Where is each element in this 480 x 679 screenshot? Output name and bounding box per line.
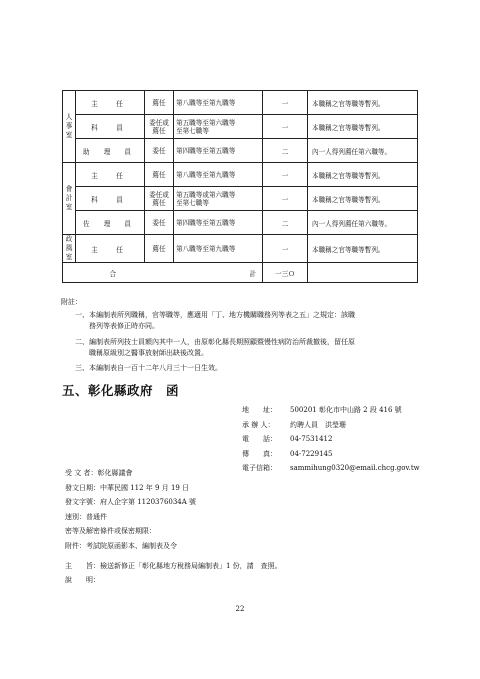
count-cell: 二 bbox=[263, 139, 308, 163]
note-cell: 本職稱之官等職等暫列。 bbox=[308, 91, 418, 115]
contact-row bbox=[242, 461, 420, 476]
metadata-line: 密等及解密條件或保密期限： bbox=[65, 527, 156, 536]
count-cell: 一 bbox=[263, 163, 308, 187]
count-cell: 一 bbox=[263, 115, 308, 139]
note-cell: 本職稱之官等職等暫列。 bbox=[308, 187, 418, 211]
grade-cell: 第八職等至第九職等 bbox=[174, 235, 263, 263]
contact-value: 約聘人員 洪瑩珊 bbox=[290, 420, 346, 429]
metadata-line: 發文字號：府人企字第 1120376034A 號 bbox=[65, 498, 197, 507]
grade-cell: 第八職等至第九職等 bbox=[174, 91, 263, 115]
contact-row bbox=[242, 403, 420, 418]
contact-value: 500201 彰化市中山路 2 段 416 號 bbox=[290, 406, 402, 414]
grade-cell: 第八職等至第九職等 bbox=[174, 163, 263, 187]
total-label-2: 計 bbox=[249, 269, 256, 278]
grade-cell: 第四職等至第五職等 bbox=[174, 211, 263, 235]
department-cell: 政 風 室 bbox=[63, 235, 76, 263]
table-row bbox=[63, 139, 418, 163]
total-note-cell bbox=[308, 263, 418, 283]
note-line: 二、編制表所列技士員額內其中一人，由原彰化縣長期照顧暨慢性病防治所裁撤後，留任原 bbox=[75, 338, 355, 346]
note-cell: 本職稱之官等職等暫列。 bbox=[308, 115, 418, 139]
contact-row bbox=[242, 418, 420, 433]
contact-label: 傳 真： bbox=[242, 449, 277, 458]
contact-value: 04-7229145 bbox=[290, 449, 333, 458]
count-cell: 一 bbox=[263, 91, 308, 115]
note-line: 職稱原級別之醫事放射師出缺後改置。 bbox=[75, 349, 208, 357]
appointment-cell: 委任或 薦任 bbox=[145, 187, 174, 211]
appointment-cell: 委任或 薦任 bbox=[145, 115, 174, 139]
appointment-cell: 委任 bbox=[145, 211, 174, 235]
explanation-line: 說 明： bbox=[65, 576, 100, 584]
page-number: 22 bbox=[235, 605, 245, 613]
department-cell: 會 計 室 bbox=[63, 163, 76, 235]
department-cell: 人 事 室 bbox=[63, 91, 76, 163]
total-label-cell bbox=[63, 263, 263, 283]
note-cell: 內一人得列薦任第六職等。 bbox=[308, 139, 418, 163]
appointment-cell: 薦任 bbox=[145, 163, 174, 187]
count-cell: 一 bbox=[263, 187, 308, 211]
grade-cell: 第四職等至第五職等 bbox=[174, 139, 263, 163]
position-cell: 主 任 bbox=[76, 163, 145, 187]
total-count-cell: 一三Ｏ bbox=[263, 263, 308, 283]
subject-line: 主 旨：檢送新修正「彰化縣地方稅務局編制表」1 份，請 查照。 bbox=[65, 562, 282, 570]
contact-label: 電 話： bbox=[242, 435, 277, 444]
table-row bbox=[63, 91, 418, 115]
contact-row bbox=[242, 447, 420, 462]
contact-value: 04-7531412 bbox=[290, 435, 333, 444]
table-row bbox=[63, 235, 418, 263]
contact-value: sammihung0320@email.chcg.gov.tw bbox=[290, 464, 420, 473]
total-row bbox=[63, 263, 418, 283]
note-line: 務列等表修正時亦同。 bbox=[75, 322, 159, 330]
count-cell: 二 bbox=[263, 211, 308, 235]
subject-block bbox=[65, 559, 282, 587]
position-cell: 主 任 bbox=[76, 235, 145, 263]
appointment-cell: 薦任 bbox=[145, 91, 174, 115]
table-row bbox=[63, 211, 418, 235]
staffing-table bbox=[62, 90, 418, 283]
table-row bbox=[63, 115, 418, 139]
appointment-cell: 委任 bbox=[145, 139, 174, 163]
note-cell: 內一人得列薦任第六職等。 bbox=[308, 211, 418, 235]
note-line: 一、本編制表所列職稱，官等職等，應適用「丁、地方機關職務列等表之五」之規定：該職 bbox=[75, 311, 355, 319]
contact-block bbox=[242, 403, 420, 476]
note-line: 三、本編制表自一百十二年八月三十一日生效。 bbox=[75, 364, 222, 372]
notes-title: 附註： bbox=[61, 298, 82, 306]
position-cell: 主 任 bbox=[76, 91, 145, 115]
table-row bbox=[63, 187, 418, 211]
contact-label: 地 址： bbox=[242, 406, 277, 414]
grade-cell: 第五職等或第六職等 至第七職等 bbox=[174, 187, 263, 211]
metadata-line: 受 文 者：彰化縣議會 bbox=[65, 469, 133, 477]
metadata-line: 速別：普通件 bbox=[65, 512, 107, 521]
contact-label: 承 辦 人： bbox=[242, 420, 275, 429]
note-cell: 本職稱之官等職等暫列。 bbox=[308, 235, 418, 263]
section-heading: 五、彰化縣政府 函 bbox=[62, 383, 180, 398]
position-cell: 科 員 bbox=[76, 115, 145, 139]
appointment-cell: 薦任 bbox=[145, 235, 174, 263]
position-cell: 助 理 員 bbox=[76, 139, 145, 163]
contact-row bbox=[242, 432, 420, 447]
note-cell: 本職稱之官等職等暫列。 bbox=[308, 163, 418, 187]
contact-label: 電子信箱： bbox=[242, 464, 277, 473]
count-cell: 一 bbox=[263, 235, 308, 263]
document-metadata bbox=[65, 466, 196, 554]
table-row bbox=[63, 163, 418, 187]
position-cell: 科 員 bbox=[76, 187, 145, 211]
position-cell: 佐 理 員 bbox=[76, 211, 145, 235]
grade-cell: 第五職等至第六職等 至第七職等 bbox=[174, 115, 263, 139]
metadata-line: 發文日期：中華民國 112 年 9 月 19 日 bbox=[65, 483, 190, 492]
metadata-line: 附件：考試院原函影本、編制表及令 bbox=[65, 541, 177, 550]
total-label-1: 合 bbox=[109, 269, 117, 278]
